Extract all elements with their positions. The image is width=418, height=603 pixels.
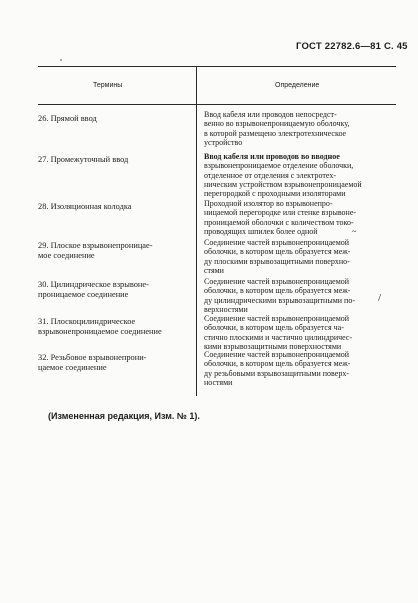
table-row-term: 28. Изоляционная колодка [38,202,132,211]
table-row-definition: Проходной изолятор во взрывонепро- ницаемой перегородке или стенке взрывоне- проницаемой оболочки с количеством токо- проводящих шпилек более одной [204,199,357,236]
table-row-term: 29. Плоское взрывонепроницае- мое соединение [38,241,153,260]
table-header-rule [38,104,396,105]
scan-mark: / [378,292,382,304]
page-header: ГОСТ 22782.6—81 С. 45 [296,41,408,52]
scan-speck [60,59,62,61]
table-top-rule [38,66,396,67]
table-row-definition: Ввод кабеля или проводов непосредст- венно во взрывонепроницаемую оболочку, в которой размещено электротехническое устройство [204,110,350,147]
table-row-definition: Соединение частей взрывонепроницаемой оболочки, в котором щель образуется ча- стично плоскими и частично цилиндричес- кими взрывозащитными поверхностями [204,314,353,351]
amendment-note: (Измененная редакция, Изм. № 1). [48,411,200,421]
table-row-definition: Соединение частей взрывонепроницаемой оболочки, в котором щель образуется меж- ду цилиндрическими взрывозащитными по- верхностями [204,277,356,314]
column-header-terms: Термины [93,82,123,89]
column-divider [196,66,197,396]
table-row-term: 31. Плоскоцилиндрическое взрывонепроницаемое соединение [38,317,162,336]
table-row-term: 30. Цилиндрическое взрывоне- проницаемое соединение [38,280,149,299]
table-row-definition: Соединение частей взрывонепроницаемой оболочки, в котором щель образуется меж- ду резьбовыми взрывозащитными поверх- ностями [204,350,351,387]
table-row-term: 26. Прямой ввод [38,114,97,123]
scan-mark: ~ [352,227,357,236]
table-row-definition: Ввод кабеля или проводов во вводное взрывонепроницаемое отделение оболочки, отделенное от отделения с электротех- ническим устройством взрывонепроницаемой перегородкой с проходными изоляторами [204,152,362,199]
column-header-definitions: Определение [275,82,320,89]
table-row-definition: Соединение частей взрывонепроницаемой оболочки, в котором щель образуется меж- ду плоскими взрывозащитными поверхно- стями [204,238,351,275]
table-row-term: 27. Промежуточный ввод [38,155,129,164]
table-row-term: 32. Резьбовое взрывонепрони- цаемое соединение [38,353,147,372]
